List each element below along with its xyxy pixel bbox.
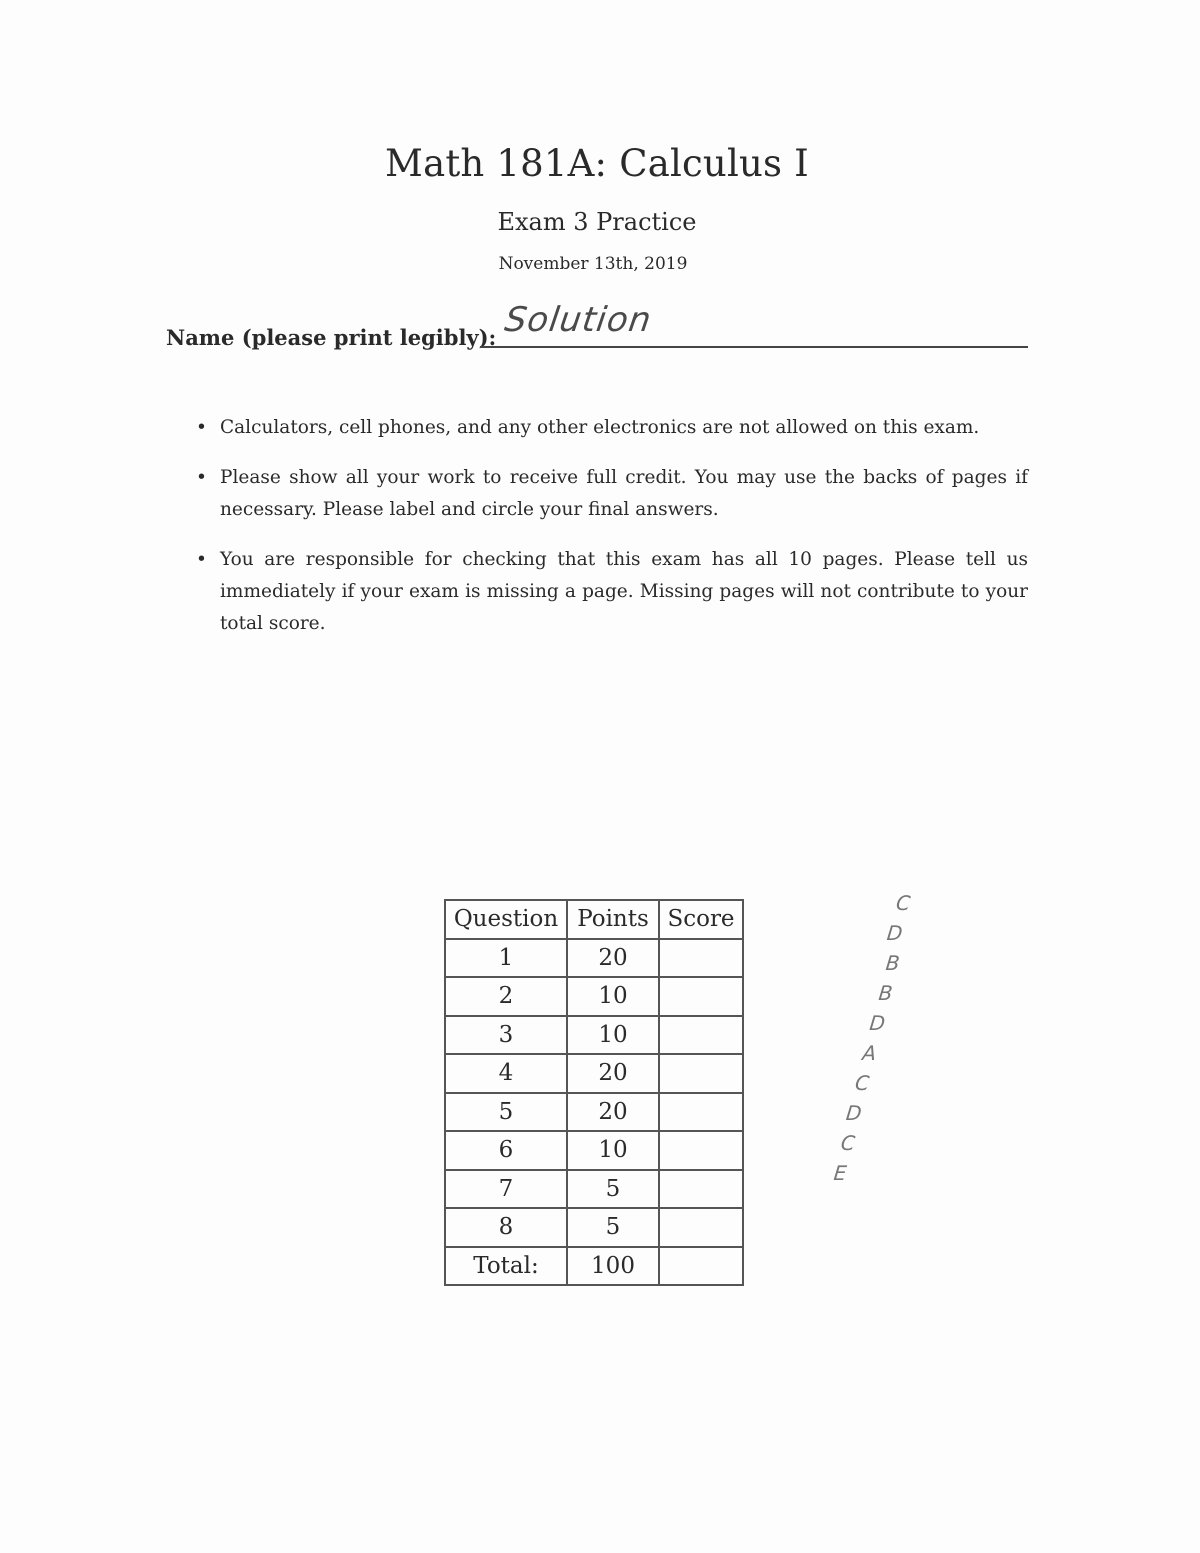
points-cell: 20 [567,1054,659,1093]
handwritten-answers [830,888,922,1188]
score-cell [659,1054,743,1093]
header-score: Score [659,900,743,939]
score-table-header-row [445,900,743,939]
answer-letter: E [832,1161,848,1185]
table-row [445,1054,743,1093]
question-cell: 3 [445,1016,567,1055]
table-row [445,1016,743,1055]
score-cell [659,1208,743,1247]
score-cell [659,1170,743,1209]
score-cell [659,1131,743,1170]
instruction-item [196,462,1028,526]
answer-letter: C [854,1071,871,1095]
table-row [445,939,743,978]
score-cell [659,939,743,978]
bullet-icon: • [196,549,207,570]
answer-letter: B [884,951,901,975]
instruction-text: You are responsible for checking that this exam has all 10 pages. Please tell us immediately if your exam is missing a page. Missing pages will not contribute to your total score. [220,549,1028,634]
question-cell: 8 [445,1208,567,1247]
answer-letter: D [885,921,904,945]
total-score-cell [659,1247,743,1286]
question-cell: 4 [445,1054,567,1093]
points-cell: 20 [567,1093,659,1132]
exam-title: Math 181A: Calculus I [385,142,809,185]
points-cell: 10 [567,1131,659,1170]
bullet-icon: • [196,467,207,488]
points-cell: 5 [567,1208,659,1247]
exam-subtitle: Exam 3 Practice [497,208,697,236]
total-points-cell: 100 [567,1247,659,1286]
header-question: Question [445,900,567,939]
name-label: Name (please print legibly): [166,325,497,350]
score-cell [659,1016,743,1055]
score-cell [659,977,743,1016]
answer-letter: D [844,1101,863,1125]
points-cell: 10 [567,977,659,1016]
instruction-text: Please show all your work to receive full credit. You may use the backs of pages if necessary. Please label and circle your final answers. [220,467,1028,520]
bullet-icon: • [196,417,207,438]
total-label-cell: Total: [445,1247,567,1286]
points-cell: 10 [567,1016,659,1055]
table-row [445,1208,743,1247]
table-row [445,1170,743,1209]
answer-letter: A [861,1041,878,1065]
table-row [445,977,743,1016]
header-points: Points [567,900,659,939]
answer-letter: B [877,981,894,1005]
answer-letter: D [868,1011,887,1035]
question-cell: 5 [445,1093,567,1132]
total-row [445,1247,743,1286]
instructions-list [196,412,1028,658]
instruction-text: Calculators, cell phones, and any other electronics are not allowed on this exam. [220,417,980,438]
instruction-item [196,544,1028,640]
question-cell: 1 [445,939,567,978]
table-row [445,1093,743,1132]
points-cell: 20 [567,939,659,978]
points-cell: 5 [567,1170,659,1209]
table-row [445,1131,743,1170]
answer-letter: C [839,1131,857,1155]
instruction-item [196,412,1028,444]
question-cell: 2 [445,977,567,1016]
answer-letter: C [894,891,912,915]
score-table [444,899,744,1286]
name-line [480,346,1028,348]
exam-date: November 13th, 2019 [498,254,688,274]
question-cell: 7 [445,1170,567,1209]
question-cell: 6 [445,1131,567,1170]
name-handwritten-value: Solution [502,300,655,340]
score-cell [659,1093,743,1132]
